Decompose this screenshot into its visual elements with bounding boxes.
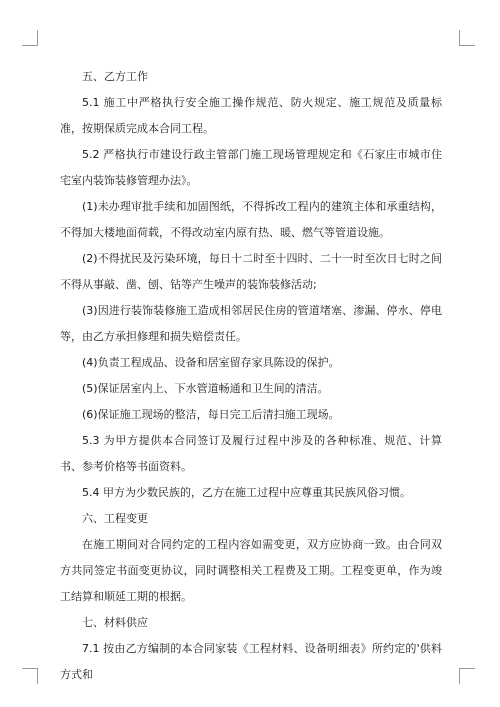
crop-mark-top-right (459, 30, 475, 46)
clause-5-4: 5.4 甲方为少数民族的，乙方在施工过程中应尊重其民族风俗习惯。 (82, 486, 411, 499)
document-body (60, 64, 442, 688)
clause-6: 在施工期间对合同约定的工程内容如需变更，双方应协商一致。由合同双方共同签定书面变更协议，同时调整相关工程费及工期。工程变更单，作为竣工结算和顺延工期的根据。 (60, 538, 442, 603)
clause-5-2-item-2: (2)不得扰民及污染环境，每日十二时至十四时、二十一时至次日七时之间不得从事敲、凿、刨、钻等产生噪声的装饰装修活动; (60, 252, 442, 291)
section-heading-6: 六、工程变更 (82, 512, 148, 525)
clause-5-2-item-1: (1)未办理审批手续和加固图纸，不得拆改工程内的建筑主体和承重结构，不得加大楼地面荷载，不得改动室内原有热、暖、燃气等管道设施。 (60, 200, 442, 239)
clause-5-2-item-4: (4)负责工程成品、设备和居室留存家具陈设的保护。 (82, 356, 340, 369)
section-heading-7: 七、材料供应 (82, 616, 148, 629)
clause-5-2-item-3: (3)因进行装饰装修施工造成相邻居民住房的管道堵塞、渗漏、停水、停电等，由乙方承担修理和损失赔偿责任。 (60, 304, 442, 343)
clause-5-2: 5.2 严格执行市建设行政主管部门施工现场管理规定和《石家庄市城市住宅室内装饰装修管理办法》。 (60, 148, 442, 187)
clause-5-3: 5.3 为甲方提供本合同签订及履行过程中涉及的各种标准、规范、计算书、参考价格等书面资料。 (60, 434, 442, 473)
section-heading-5: 五、乙方工作 (82, 70, 148, 83)
crop-mark-bottom-left (22, 668, 38, 684)
crop-mark-top-left (22, 30, 38, 46)
clause-7-1: 7.1 按由乙方编制的本合同家装《工程材料、设备明细表》所约定的'供料方式和 (60, 642, 442, 681)
crop-mark-bottom-right (459, 668, 475, 684)
clause-5-2-item-6: (6)保证施工现场的整洁，每日完工后清扫施工现场。 (82, 408, 340, 421)
clause-5-2-item-5: (5)保证居室内上、下水管道畅通和卫生间的清洁。 (82, 382, 329, 395)
clause-5-1: 5.1 施工中严格执行安全施工操作规范、防火规定、施工规范及质量标准，按期保质完成本合同工程。 (60, 96, 442, 135)
